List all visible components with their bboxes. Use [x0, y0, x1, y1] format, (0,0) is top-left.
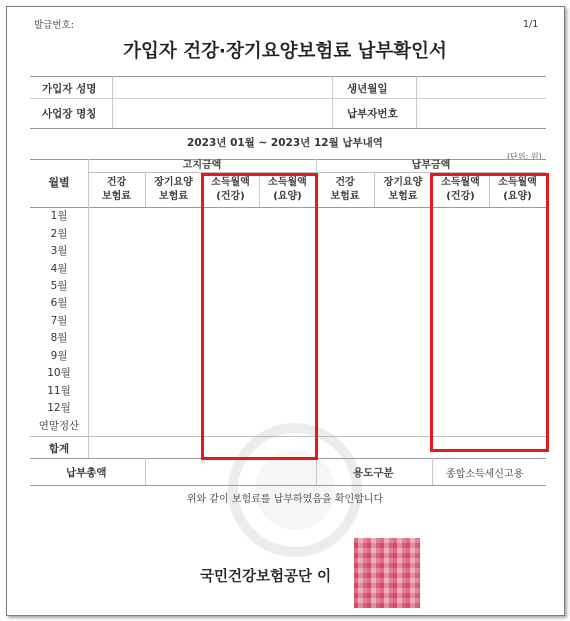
- subscriber-name-label: 가입자 성명: [42, 83, 97, 95]
- paid-income-ltc-header: 소득월액 (요양): [498, 177, 537, 202]
- info-top-line: [30, 76, 546, 77]
- confirmation-text: 위와 같이 보험료를 납부하였음을 확인합니다: [186, 494, 384, 505]
- info-divider: [332, 76, 333, 128]
- paid-health-header: 건강 보험료: [330, 177, 360, 202]
- payer-number-label: 납부자번호: [347, 108, 398, 120]
- month-row-label: 8월: [50, 332, 68, 344]
- info-mid-line: [30, 98, 546, 99]
- info-divider: [112, 76, 113, 128]
- purpose-label: 용도구분: [353, 467, 394, 479]
- info-divider: [416, 76, 417, 128]
- blurred-seal-image: [354, 538, 420, 608]
- billed-group-header: 고지금액: [182, 160, 222, 171]
- billed-health-header: 건강 보험료: [102, 177, 131, 202]
- footer-divider: [145, 458, 146, 485]
- highlight-paid-income-columns: [430, 173, 549, 452]
- month-header: 월별: [48, 176, 70, 189]
- purpose-value: 종합소득세신고용: [446, 469, 524, 480]
- total-row-label: 합계: [48, 443, 70, 455]
- highlight-billed-income-columns: [201, 173, 318, 460]
- issue-number-label: 발급번호:: [34, 20, 74, 31]
- month-row-label: 12월: [47, 402, 71, 414]
- month-row-label: 2월: [50, 228, 68, 240]
- month-row-label: 6월: [50, 297, 68, 309]
- paid-group-header: 납부금액: [411, 160, 451, 171]
- period-text: 2023년 01월 ~ 2023년 12월 납부내역: [187, 137, 383, 149]
- paid-ltc-header: 장기요양 보험료: [383, 177, 423, 202]
- workplace-name-label: 사업장 명칭: [42, 108, 97, 120]
- paid-income-health-header: 소득월액 (건강): [441, 177, 480, 202]
- month-row-label: 5월: [50, 280, 68, 292]
- billed-income-health-header: 소득월액 (건강): [211, 177, 250, 202]
- month-row-label: 7월: [50, 315, 68, 327]
- month-row-label: 4월: [50, 263, 68, 275]
- issuer-name: 국민건강보험공단 이: [200, 569, 332, 585]
- month-row-label: 10월: [47, 367, 71, 379]
- unit-label: (단위: 원): [507, 152, 542, 161]
- document-title: 가입자 건강·장기요양보험료 납부확인서: [123, 41, 447, 62]
- month-row-label: 3월: [50, 245, 68, 257]
- page-number: 1/1: [523, 19, 539, 30]
- month-row-label: 9월: [50, 350, 68, 362]
- month-row-label: 1월: [50, 210, 68, 222]
- birth-date-label: 생년월일: [347, 83, 388, 95]
- month-row-label: 연말정산: [38, 420, 80, 432]
- info-bottom-line: [30, 128, 546, 129]
- billed-ltc-header: 장기요양 보험료: [154, 177, 193, 202]
- billed-income-ltc-header: 소득월액 (요양): [268, 177, 307, 202]
- month-row-label: 11월: [47, 385, 71, 397]
- total-paid-label: 납부총액: [66, 467, 107, 479]
- footer-divider: [432, 458, 433, 485]
